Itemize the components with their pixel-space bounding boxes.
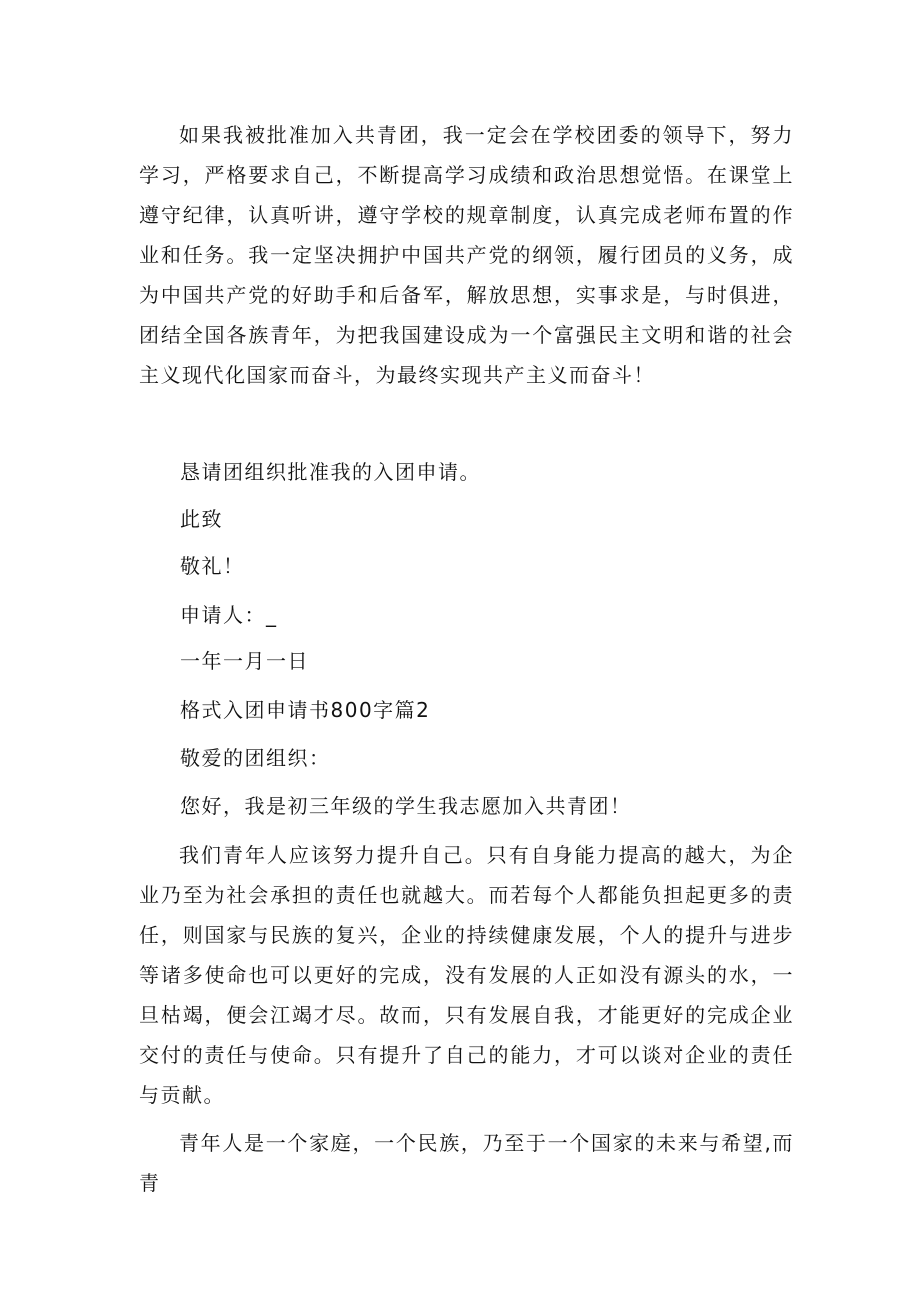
closing-respect: 敬礼！ [180,554,245,578]
section-title: 格式入团申请书800字篇2 [180,698,431,722]
paragraph-youth-hope: 青年人是一个家庭，一个民族，乃至于一个国家的未来与希望,而青 [139,1131,794,1195]
greeting-line: 敬爱的团组织： [180,746,331,770]
applicant-line: 申请人：_ [180,603,278,627]
closing-salutation: 此致 [180,507,223,531]
date-line: 一年一月一日 [180,649,309,673]
paragraph-request: 恳请团组织批准我的入团申请。 [180,460,481,484]
introduction-line: 您好，我是初三年级的学生我志愿加入共青团！ [180,794,632,818]
paragraph-self-improvement: 我们青年人应该努力提升自己。只有自身能力提高的越大，为企业乃至为社会承担的责任也就越大。而若每个人都能负担起更多的责任，则国家与民族的复兴，企业的持续健康发展，个人的提升与进步等诸多使命也可以更好的完成，没有发展的人正如没有源头的水，一旦枯竭，便会江竭才尽。故而，只有发展自我，才能更好的完成企业交付的责任与使命。只有提升了自己的能力，才可以谈对企业的责任与贡献。 [139,843,794,1107]
paragraph-commitment: 如果我被批准加入共青团，我一定会在学校团委的领导下，努力学习，严格要求自己，不断提高学习成绩和政治思想觉悟。在课堂上遵守纪律，认真听讲，遵守学校的规章制度，认真完成老师布置的作业和任务。我一定坚决拥护中国共产党的纲领，履行团员的义务，成为中国共产党的好助手和后备军，解放思想，实事求是，与时俱进，团结全国各族青年，为把我国建设成为一个富强民主文明和谐的社会主义现代化国家而奋斗，为最终实现共产主义而奋斗！ [139,123,794,387]
